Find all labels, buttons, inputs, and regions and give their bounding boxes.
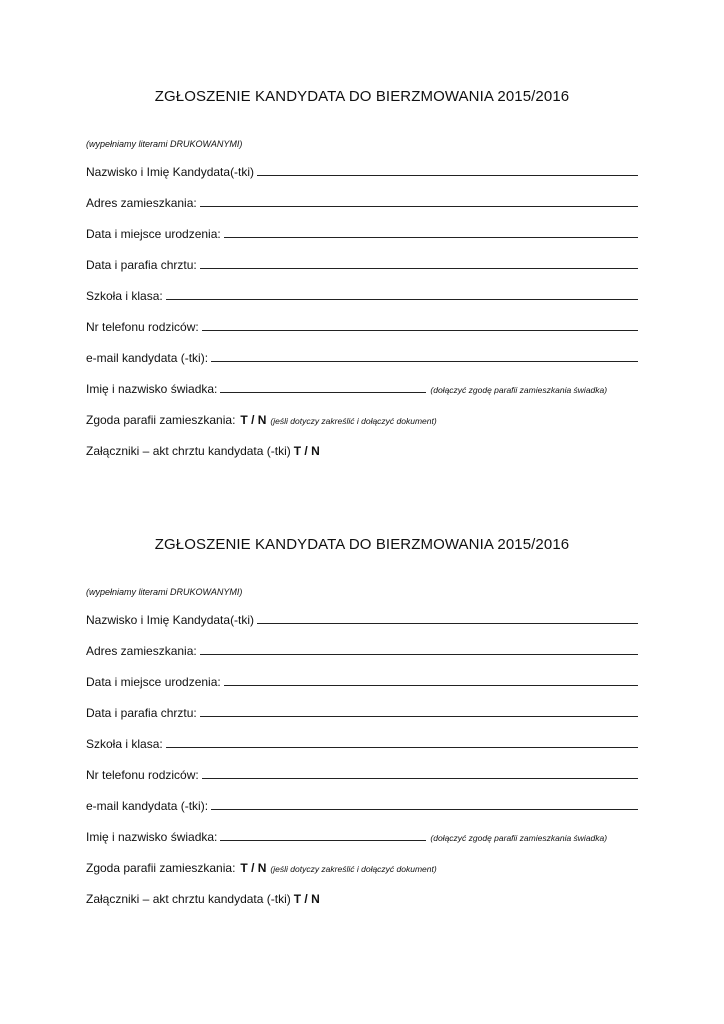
witness-label: Imię i nazwisko świadka: bbox=[86, 830, 218, 844]
field-row-name bbox=[86, 163, 638, 194]
school-input-line[interactable] bbox=[166, 288, 638, 300]
field-row-consent bbox=[86, 859, 638, 890]
baptism-label: Data i parafia chrztu: bbox=[86, 706, 197, 720]
field-row-birth bbox=[86, 673, 638, 704]
witness-note: (dołączyć zgodę parafii zamieszkania świadka) bbox=[430, 833, 608, 843]
email-label: e-mail kandydata (-tki): bbox=[86, 351, 209, 365]
field-row-phone bbox=[86, 318, 638, 349]
field-row-baptism bbox=[86, 256, 638, 287]
consent-yes-no[interactable]: T / N bbox=[240, 861, 267, 875]
field-row-school bbox=[86, 735, 638, 766]
school-input-line[interactable] bbox=[166, 736, 638, 748]
attachments-yes-no[interactable]: T / N bbox=[293, 444, 320, 458]
consent-yes-no[interactable]: T / N bbox=[240, 413, 267, 427]
field-row-email bbox=[86, 797, 638, 828]
name-label: Nazwisko i Imię Kandydata(-tki) bbox=[86, 165, 255, 179]
field-row-birth bbox=[86, 225, 638, 256]
field-row-attachments bbox=[86, 890, 638, 921]
form-instruction: (wypełniamy literami DRUKOWANYMI) bbox=[86, 139, 243, 149]
field-row-witness bbox=[86, 828, 638, 859]
application-form-1 bbox=[86, 88, 638, 473]
form-title: ZGŁOSZENIE KANDYDATA DO BIERZMOWANIA 2015/2016 bbox=[154, 88, 570, 105]
field-row-name bbox=[86, 611, 638, 642]
email-label: e-mail kandydata (-tki): bbox=[86, 799, 209, 813]
birth-input-line[interactable] bbox=[224, 674, 638, 686]
baptism-label: Data i parafia chrztu: bbox=[86, 258, 197, 272]
consent-note: (jeśli dotyczy zakreślić i dołączyć dokument) bbox=[270, 864, 437, 874]
address-input-line[interactable] bbox=[200, 643, 638, 655]
name-label: Nazwisko i Imię Kandydata(-tki) bbox=[86, 613, 255, 627]
name-input-line[interactable] bbox=[257, 612, 638, 624]
baptism-input-line[interactable] bbox=[200, 705, 638, 717]
birth-input-line[interactable] bbox=[224, 226, 638, 238]
field-row-address bbox=[86, 194, 638, 225]
witness-label: Imię i nazwisko świadka: bbox=[86, 382, 218, 396]
field-row-address bbox=[86, 642, 638, 673]
birth-label: Data i miejsce urodzenia: bbox=[86, 675, 221, 689]
email-input-line[interactable] bbox=[211, 798, 638, 810]
field-row-school bbox=[86, 287, 638, 318]
phone-label: Nr telefonu rodziców: bbox=[86, 320, 199, 334]
baptism-input-line[interactable] bbox=[200, 257, 638, 269]
phone-label: Nr telefonu rodziców: bbox=[86, 768, 199, 782]
address-label: Adres zamieszkania: bbox=[86, 644, 197, 658]
consent-label: Zgoda parafii zamieszkania: bbox=[86, 413, 236, 427]
field-row-attachments bbox=[86, 442, 638, 473]
field-row-email bbox=[86, 349, 638, 380]
form-title: ZGŁOSZENIE KANDYDATA DO BIERZMOWANIA 2015/2016 bbox=[154, 536, 570, 553]
address-input-line[interactable] bbox=[200, 195, 638, 207]
school-label: Szkoła i klasa: bbox=[86, 737, 163, 751]
witness-note: (dołączyć zgodę parafii zamieszkania świadka) bbox=[430, 385, 608, 395]
application-form-2 bbox=[86, 536, 638, 921]
attachments-label: Załączniki – akt chrztu kandydata (-tki) bbox=[86, 892, 291, 906]
field-row-consent bbox=[86, 411, 638, 442]
witness-input-line[interactable] bbox=[220, 829, 426, 841]
field-row-baptism bbox=[86, 704, 638, 735]
field-row-phone bbox=[86, 766, 638, 797]
consent-note: (jeśli dotyczy zakreślić i dołączyć dokument) bbox=[270, 416, 437, 426]
phone-input-line[interactable] bbox=[202, 767, 638, 779]
address-label: Adres zamieszkania: bbox=[86, 196, 197, 210]
name-input-line[interactable] bbox=[257, 164, 638, 176]
attachments-yes-no[interactable]: T / N bbox=[293, 892, 320, 906]
form-instruction: (wypełniamy literami DRUKOWANYMI) bbox=[86, 587, 243, 597]
witness-input-line[interactable] bbox=[220, 381, 426, 393]
school-label: Szkoła i klasa: bbox=[86, 289, 163, 303]
consent-label: Zgoda parafii zamieszkania: bbox=[86, 861, 236, 875]
birth-label: Data i miejsce urodzenia: bbox=[86, 227, 221, 241]
email-input-line[interactable] bbox=[211, 350, 638, 362]
attachments-label: Załączniki – akt chrztu kandydata (-tki) bbox=[86, 444, 291, 458]
field-row-witness bbox=[86, 380, 638, 411]
phone-input-line[interactable] bbox=[202, 319, 638, 331]
